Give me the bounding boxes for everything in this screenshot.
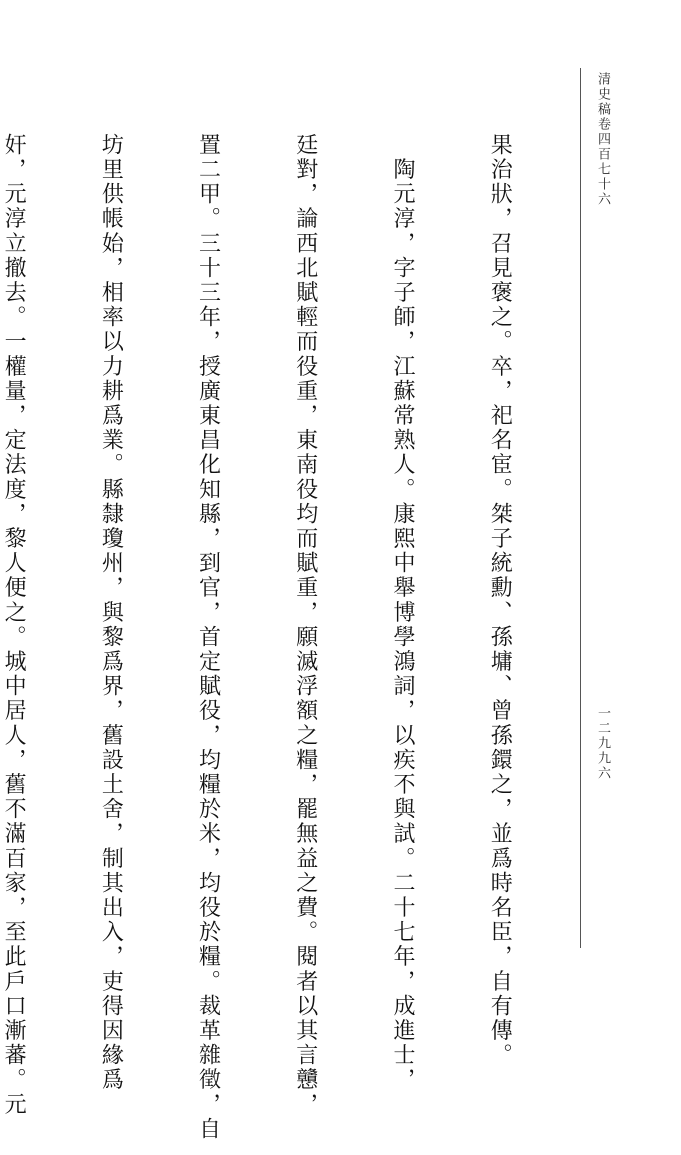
margin-rule: [580, 68, 581, 948]
text-line: 陶元淳，字子師，江蘇常熟人。康熙中舉博學鴻詞，以疾不與試。二十七年，成進士，: [389, 133, 415, 1093]
page-number: 一二九九六: [595, 706, 610, 781]
text-line: 坊里供帳始，相率以力耕爲業。縣隸瓊州，與黎爲界，舊設土舍，制其出入，吏得因緣爲: [98, 133, 124, 1093]
text-line: 奸，元淳立撤去。一權量，定法度，黎人便之。城中居人，舊不滿百家，至此戶口漸蕃。元: [1, 133, 27, 1117]
text-line: 置二甲。三十三年，授廣東昌化知縣，到官，首定賦役，均糧於米，均役於糧。裁革雜徵，自: [195, 133, 221, 1142]
text-line: 果治狀，召見褒之。卒，祀名宦。桀子統勳、孫墉、曾孫鐶之，並爲時名臣，自有傳。: [487, 133, 513, 1068]
running-header: 清史稿卷四百七十六: [595, 72, 610, 207]
text-line: 廷對，論西北賦輕而役重，東南役均而賦重，願滅浮額之糧，罷無益之費。閱者以其言戇，: [292, 133, 318, 1117]
body-text: [1, 133, 580, 1142]
